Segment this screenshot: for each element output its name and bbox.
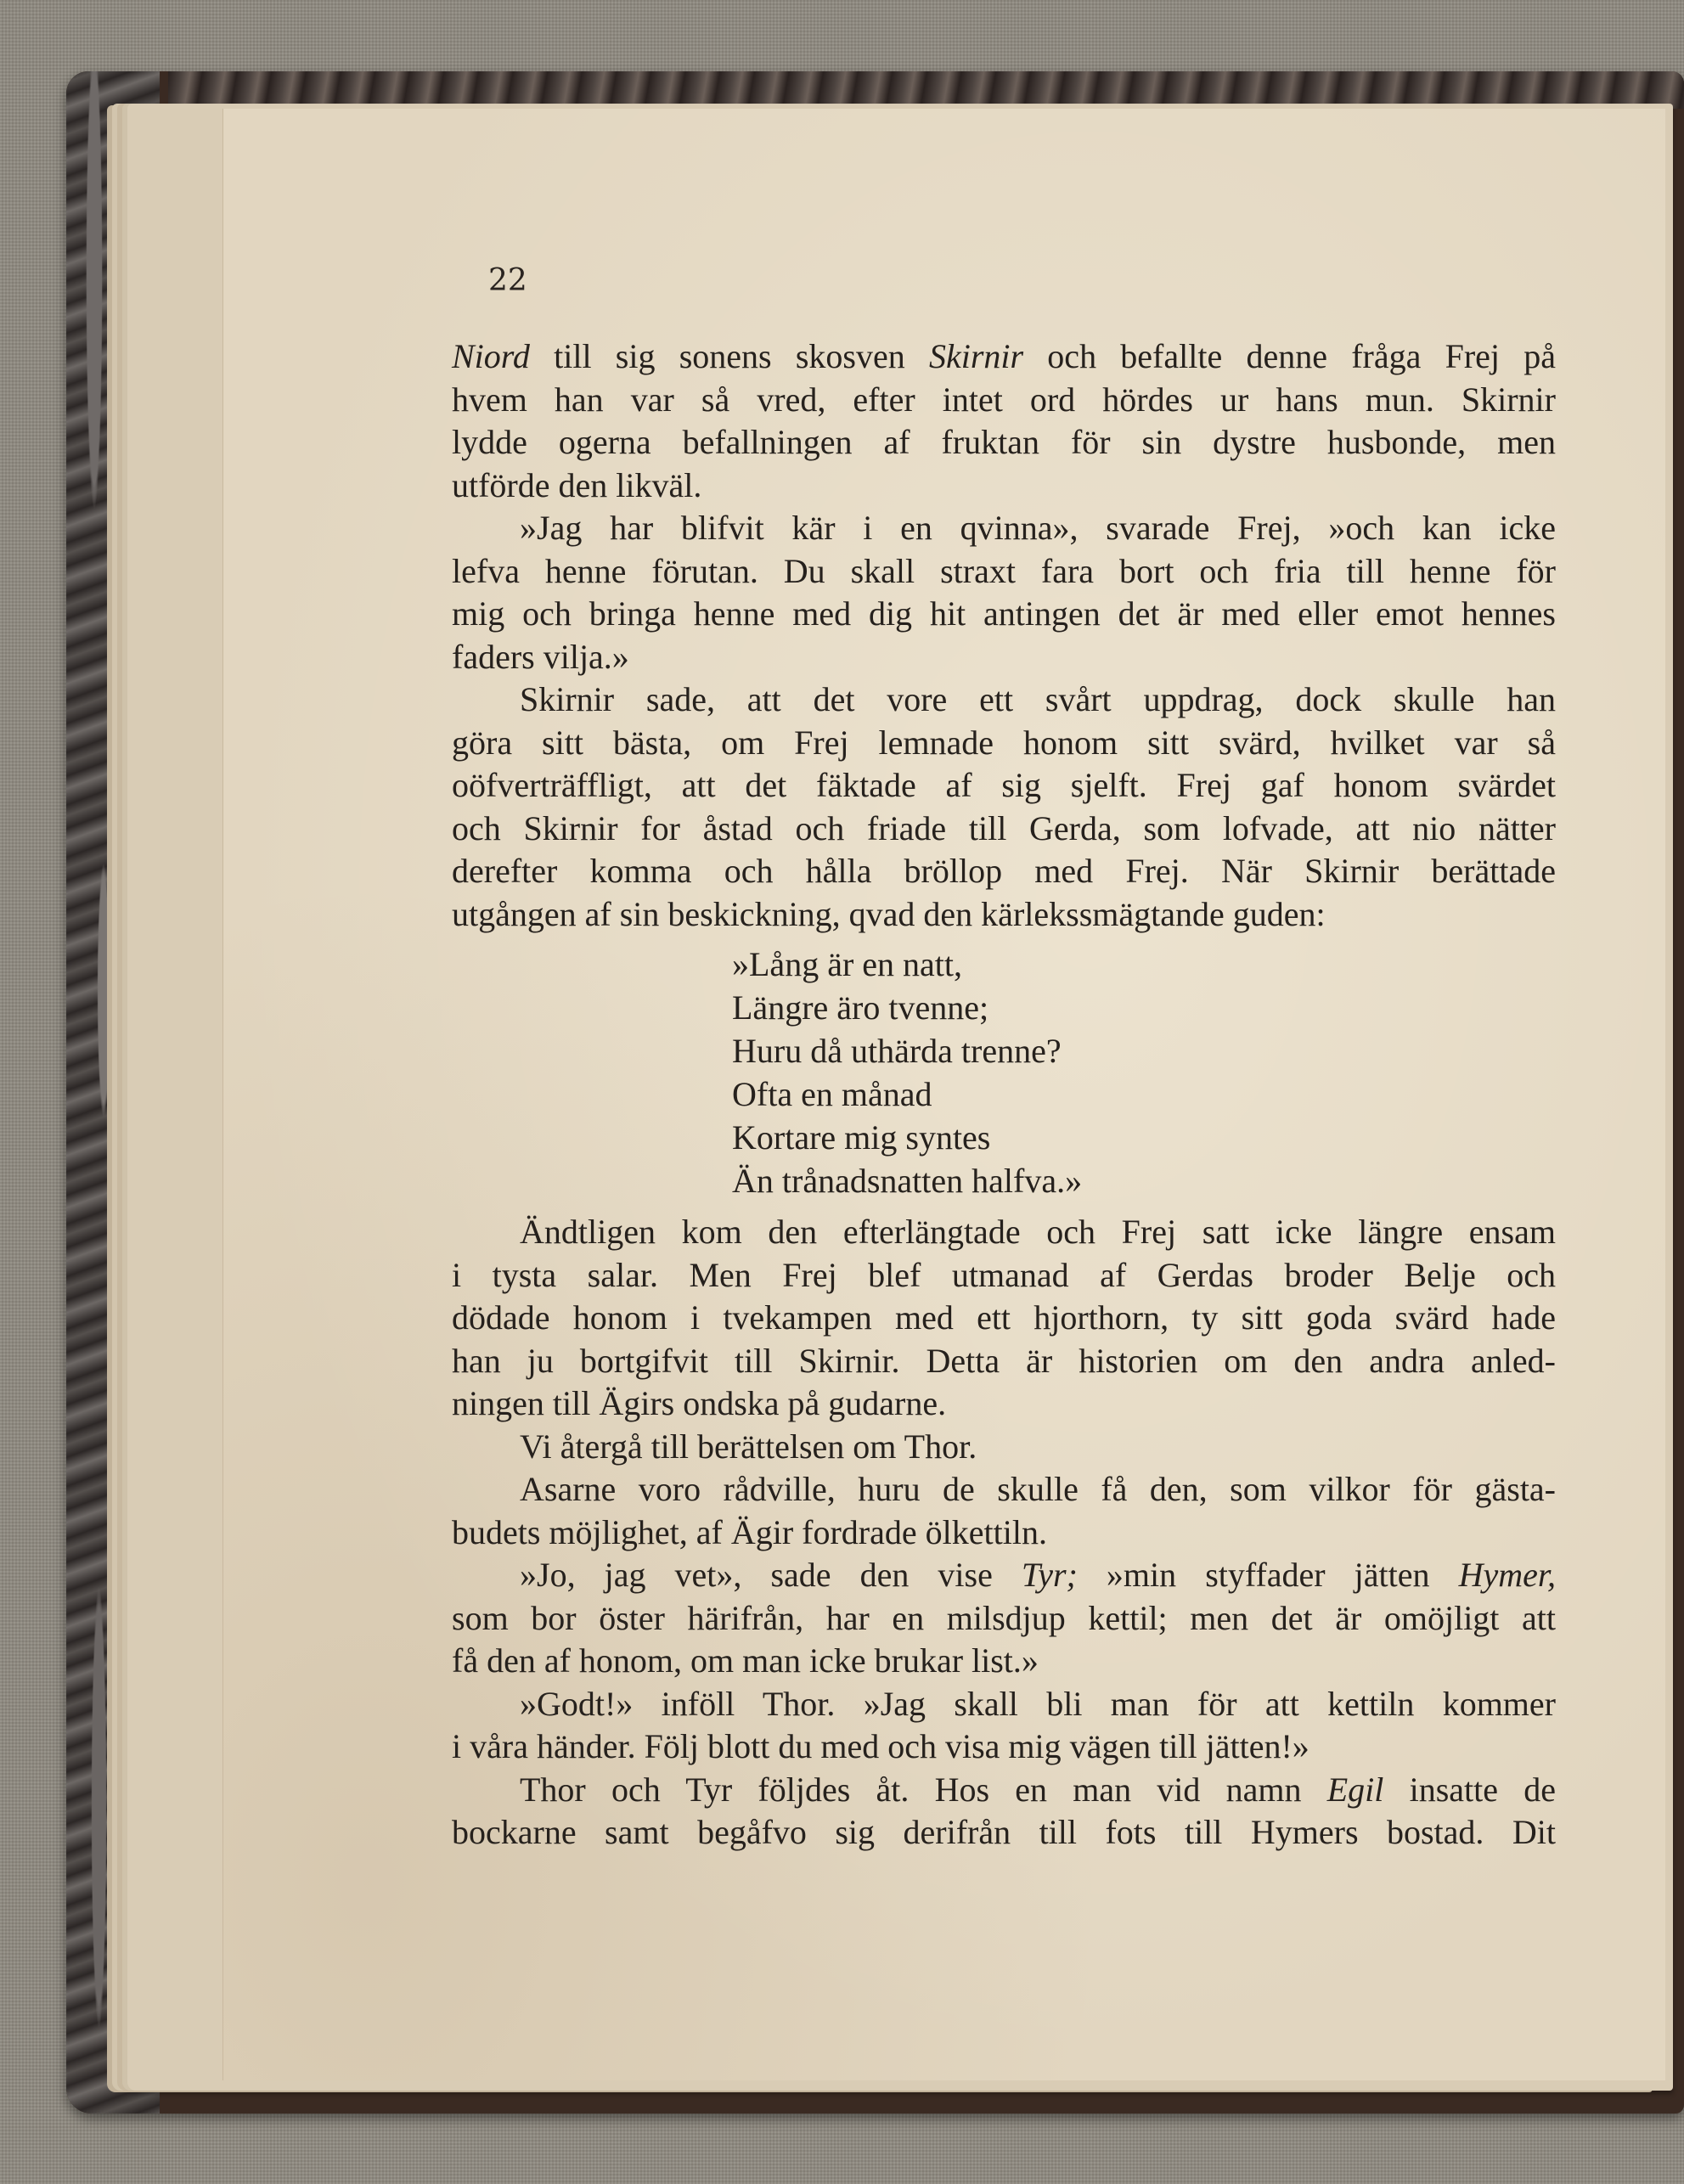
text-line: göra sitt bästa, om Frej lemnade honom sitt svärd, hvilket var så [452, 723, 1556, 762]
text-line: lefva henne förutan. Du skall straxt fara bort och fria till henne för [452, 551, 1556, 590]
text-line [452, 335, 1556, 379]
text-line: »Jag har blifvit kär i en qvinna», svarade Frej, »och kan icke [520, 509, 1556, 547]
poem-line: Kortare mig syntes [732, 1118, 991, 1157]
paragraph [452, 1426, 1556, 1469]
text-line: budets möjlighet, af Ägir fordrade ölkettiln. [452, 1512, 1047, 1551]
paragraph [452, 1769, 1556, 1855]
text-line: derefter komma och hålla bröllop med Frej. När Skirnir berättade [452, 852, 1556, 890]
page-number: 22 [488, 263, 527, 298]
text-line: Ändtligen kom den efterlängtade och Frej satt icke längre ensam [520, 1213, 1556, 1251]
text-line: Skirnir sade, att det vore ett svårt uppdrag, dock skulle han [520, 680, 1556, 718]
poem [732, 943, 1556, 1202]
poem-line: »Lång är en natt, [732, 945, 962, 983]
text-line: mig och bringa henne med dig hit antingen det är med eller emot hennes [452, 594, 1556, 633]
text-line: bockarne samt begåfvo sig derifrån till fots till Hymers bostad. Dit [452, 1813, 1556, 1851]
text-line: och Skirnir for åstad och friade till Gerda, som lofvade, att nio nätter [452, 808, 1556, 847]
text-line: lydde ogerna befallningen af fruktan för sin dystre husbonde, men [452, 423, 1556, 461]
paragraph [452, 507, 1556, 678]
text-line [452, 1769, 1556, 1812]
poem-line: Längre äro tvenne; [732, 988, 989, 1027]
text-line: han ju bortgifvit till Skirnir. Detta är historien om den andra anled- [452, 1341, 1556, 1380]
paragraph [452, 1683, 1556, 1769]
text-segment: insatte de [1383, 1770, 1556, 1809]
paragraph [452, 678, 1556, 936]
text-line: oöfverträffligt, att det fäktade af sig sjelft. Frej gaf honom svärdet [452, 766, 1556, 804]
poem-line: Än trånadsnatten halfva.» [732, 1162, 1083, 1200]
text-segment: Thor och Tyr följdes åt. Hos en man vid namn [520, 1770, 1327, 1809]
text-line: Vi återgå till berättelsen om Thor. [520, 1427, 977, 1466]
text-segment: och befallte denne fråga Frej på [1023, 337, 1556, 375]
name-skirnir: Skirnir [928, 337, 1024, 375]
text-line: få den af honom, om man icke brukar list.» [452, 1641, 1039, 1680]
page-text [452, 335, 1556, 1855]
name-niord: Niord [452, 337, 530, 375]
text-line: Asarne voro rådville, huru de skulle få den, som vilkor för gästa- [520, 1470, 1556, 1508]
text-line: »Godt!» inföll Thor. »Jag skall bli man för att kettiln kommer [520, 1684, 1556, 1723]
name-tyr: Tyr; [1021, 1556, 1078, 1594]
paragraph [452, 335, 1556, 507]
text-line: ningen till Ägirs ondska på gudarne. [452, 1384, 947, 1422]
text-line: i våra händer. Följ blott du med och visa mig vägen till jätten!» [452, 1727, 1309, 1765]
text-line: utgången af sin beskickning, qvad den kärlekssmägtande guden: [452, 894, 1326, 933]
poem-line: Ofta en månad [732, 1075, 932, 1113]
paragraph [452, 1554, 1556, 1683]
poem-line: Huru då uthärda trenne? [732, 1032, 1062, 1070]
paragraph [452, 1468, 1556, 1554]
text-line: utförde den likväl. [452, 465, 702, 504]
text-line: dödade honom i tvekampen med ett hjorthorn, ty sitt goda svärd hade [452, 1298, 1556, 1337]
text-segment: »Jo, jag vet», sade den vise [520, 1556, 1022, 1594]
text-line: i tysta salar. Men Frej blef utmanad af Gerdas broder Belje och [452, 1255, 1556, 1294]
text-line [452, 1554, 1556, 1597]
text-line: faders vilja.» [452, 637, 629, 676]
text-line: som bor öster härifrån, har en milsdjup kettil; men det är omöjligt att [452, 1598, 1556, 1637]
text-line: hvem han var så vred, efter intet ord hördes ur hans mun. Skirnir [452, 380, 1556, 419]
paragraph [452, 1211, 1556, 1426]
text-segment: »min styffader jätten [1077, 1556, 1459, 1594]
name-egil: Egil [1326, 1770, 1384, 1809]
text-segment: till sig sonens skosven [529, 337, 929, 375]
name-hymer: Hymer, [1458, 1556, 1557, 1594]
